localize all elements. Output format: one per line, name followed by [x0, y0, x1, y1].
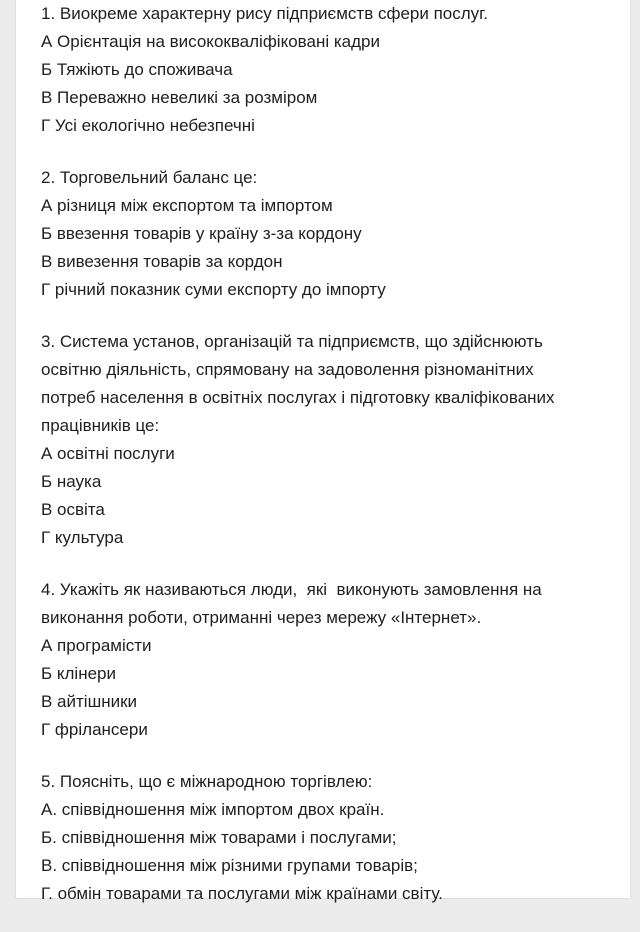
- answer-option-c: В. співвідношення між різними групами товарів;: [41, 856, 418, 875]
- answer-option-c: В освіта: [41, 500, 105, 519]
- answer-option-b: Б. співвідношення між товарами і послугами;: [41, 828, 397, 847]
- answer-option-b: Б ввезення товарів у країну з-за кордону: [41, 224, 362, 243]
- question-1: [41, 0, 601, 140]
- question-text-line: потреб населення в освітніх послугах і підготовку кваліфікованих: [41, 388, 555, 407]
- answer-option-a: А Орієнтація на висококваліфіковані кадри: [41, 32, 380, 51]
- document-content: [41, 0, 601, 932]
- answer-option-a: А різниця між експортом та імпортом: [41, 196, 333, 215]
- question-text-line: виконання роботи, отриманні через мережу «Інтернет».: [41, 608, 482, 627]
- question-5: [41, 768, 601, 908]
- question-text: 5. Поясніть, що є міжнародною торгівлею:: [41, 772, 373, 791]
- question-3: [41, 328, 601, 552]
- question-text: 1. Виокреме характерну рису підприємств сфери послуг.: [41, 4, 488, 23]
- answer-option-c: В айтішники: [41, 692, 138, 711]
- answer-option-c: В вивезення товарів за кордон: [41, 252, 283, 271]
- answer-option-d: Г річний показник суми експорту до імпорту: [41, 280, 386, 299]
- answer-option-a: А. співвідношення між імпортом двох країн.: [41, 800, 385, 819]
- answer-option-d: Г фрілансери: [41, 720, 148, 739]
- question-text-line: працівників це:: [41, 416, 160, 435]
- question-text-line: 4. Укажіть як називаються люди, які виконують замовлення на: [41, 580, 542, 599]
- answer-option-b: Б Тяжіють до споживача: [41, 60, 233, 79]
- answer-option-b: Б клінери: [41, 664, 116, 683]
- question-text-line: освітню діяльність, спрямовану на задоволення різноманітних: [41, 360, 534, 379]
- document-page: [16, 0, 630, 903]
- question-4: [41, 576, 601, 744]
- answer-option-b: Б наука: [41, 472, 102, 491]
- answer-option-d: Г Усі екологічно небезпечні: [41, 116, 255, 135]
- question-text-line: 3. Система установ, організацій та підприємств, що здійснюють: [41, 332, 543, 351]
- answer-option-a: А освітні послуги: [41, 444, 175, 463]
- answer-option-d: Г. обмін товарами та послугами між країнами світу.: [41, 884, 443, 903]
- answer-option-d: Г культура: [41, 528, 124, 547]
- question-2: [41, 164, 601, 304]
- question-text: 2. Торговельний баланс це:: [41, 168, 258, 187]
- answer-option-a: А програмісти: [41, 636, 152, 655]
- answer-option-c: В Переважно невеликі за розміром: [41, 88, 318, 107]
